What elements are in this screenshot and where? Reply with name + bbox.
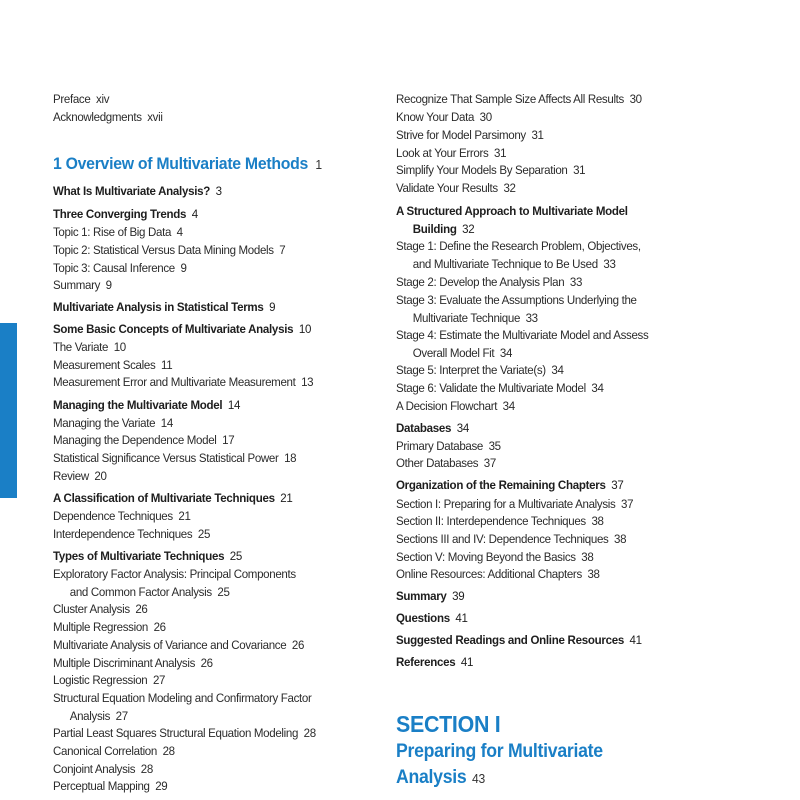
toc-entry-title: Section I: Preparing for a Multivariate Analysis [396, 497, 616, 511]
toc-entry-page: 4 [176, 225, 183, 239]
toc-entry[interactable] [396, 127, 544, 145]
toc-entry[interactable] [53, 397, 240, 415]
toc-entry-title: Measurement Scales [53, 358, 156, 372]
toc-entry-page: 27 [115, 708, 128, 723]
toc-entry[interactable] [53, 655, 213, 673]
toc-entry-continuation [53, 708, 311, 726]
toc-entry-page: xvii [147, 110, 163, 124]
toc-entry-page: 10 [113, 340, 126, 354]
toc-entry-page: 9 [105, 278, 112, 292]
toc-entry-page: 34 [502, 399, 515, 413]
toc-entry[interactable] [396, 162, 585, 180]
toc-entry-title: Acknowledgments [53, 110, 142, 124]
toc-entry-page: 9 [180, 261, 187, 275]
toc-entry-title: Multiple Discriminant Analysis [53, 656, 196, 670]
toc-entry-title: Stage 6: Validate the Multivariate Model [396, 381, 586, 395]
toc-entry-page: 30 [479, 110, 492, 124]
toc-entry-title: A Decision Flowchart [396, 399, 498, 413]
toc-entry-page: 20 [94, 469, 107, 483]
toc-entry[interactable] [53, 566, 296, 601]
toc-entry[interactable] [396, 632, 642, 650]
toc-entry-page: 17 [222, 433, 235, 447]
toc-entry[interactable] [53, 242, 285, 260]
toc-entry-title: Topic 2: Statistical Versus Data Mining Models [53, 243, 274, 257]
toc-entry-page: 13 [301, 375, 314, 389]
toc-entry-title: Canonical Correlation [53, 744, 157, 758]
toc-entry-title: Databases [396, 421, 452, 435]
toc-entry[interactable] [53, 374, 313, 392]
toc-entry-title: Strive for Model Parsimony [396, 128, 526, 142]
chapter-number: 1 [53, 154, 62, 173]
section-edge-tab [0, 323, 17, 498]
section-page: 43 [472, 771, 485, 786]
toc-entry-title: Interdependence Techniques [53, 527, 193, 541]
toc-entry-page: 31 [531, 128, 544, 142]
toc-entry-continuation-text: Multivariate Technique [412, 310, 521, 325]
toc-entry-page: xiv [96, 92, 110, 106]
toc-entry-title: Look at Your Errors [396, 146, 489, 160]
toc-entry[interactable] [53, 690, 311, 725]
toc-entry-title: References [396, 655, 456, 669]
toc-entry-page: 37 [621, 497, 634, 511]
toc-entry[interactable] [53, 672, 165, 690]
toc-entry-preface[interactable] [53, 91, 109, 109]
toc-entry-title: Know Your Data [396, 110, 475, 124]
toc-entry[interactable] [396, 274, 582, 292]
toc-entry[interactable] [396, 109, 492, 127]
toc-entry-acknowledgments[interactable] [53, 109, 163, 127]
toc-entry-title: Perceptual Mapping [53, 779, 150, 793]
toc-entry-title: Section II: Interdependence Techniques [396, 514, 586, 528]
toc-entry-page: 32 [503, 181, 516, 195]
toc-entry-title: Section V: Moving Beyond the Basics [396, 550, 576, 564]
toc-entry-title: A Structured Approach to Multivariate Model [396, 204, 628, 218]
toc-entry[interactable] [53, 339, 126, 357]
toc-entry[interactable] [53, 357, 172, 375]
toc-entry-title: Measurement Error and Multivariate Measurement [53, 375, 296, 389]
toc-entry-title: Stage 1: Define the Research Problem, Objectives, [396, 239, 641, 253]
toc-entry[interactable] [53, 526, 210, 544]
toc-entry-page: 32 [462, 221, 475, 236]
toc-entry-page: 28 [140, 762, 153, 776]
toc-entry-page: 26 [135, 602, 148, 616]
toc-entry[interactable] [53, 619, 166, 637]
toc-entry[interactable] [396, 654, 473, 672]
toc-entry[interactable] [53, 468, 107, 486]
toc-entry[interactable] [53, 761, 153, 779]
toc-entry-page: 35 [488, 439, 501, 453]
toc-entry-page: 9 [269, 300, 276, 314]
toc-entry-continuation-text: and Multivariate Technique to Be Used [412, 256, 598, 271]
toc-entry[interactable] [53, 548, 242, 566]
toc-entry[interactable] [396, 380, 604, 398]
toc-entry-title: Multivariate Analysis of Variance and Covariance [53, 638, 287, 652]
toc-entry-page: 28 [303, 726, 316, 740]
toc-entry-continuation-text: Overall Model Fit [412, 345, 495, 360]
toc-entry[interactable] [396, 455, 496, 473]
toc-entry[interactable] [53, 450, 296, 468]
toc-entry[interactable] [396, 145, 506, 163]
toc-entry-page: 26 [153, 620, 166, 634]
toc-entry-page: 41 [455, 611, 468, 625]
toc-entry-page: 34 [499, 345, 513, 360]
toc-entry-title: Other Databases [396, 456, 479, 470]
toc-entry-title: Exploratory Factor Analysis: Principal Components [53, 567, 296, 581]
toc-entry-continuation [396, 256, 641, 274]
toc-entry-title: Some Basic Concepts of Multivariate Analysis [53, 322, 294, 336]
toc-entry-page: 25 [197, 527, 211, 541]
toc-entry-page: 30 [629, 92, 642, 106]
toc-entry[interactable] [53, 601, 148, 619]
chapter-heading[interactable] [53, 154, 322, 174]
toc-entry[interactable] [53, 299, 275, 317]
toc-entry-continuation-text: Building [412, 221, 457, 236]
toc-entry-page: 26 [200, 656, 213, 670]
toc-entry-title: Simplify Your Models By Separation [396, 163, 568, 177]
toc-entry-title: Types of Multivariate Techniques [53, 549, 225, 563]
toc-entry-title: Cluster Analysis [53, 602, 130, 616]
toc-entry-title: Sections III and IV: Dependence Techniques [396, 532, 609, 546]
toc-entry-page: 26 [291, 638, 305, 652]
chapter-title: Overview of Multivariate Methods [65, 154, 308, 173]
toc-entry[interactable] [396, 91, 642, 109]
toc-entry-title: Questions [396, 611, 450, 625]
toc-entry[interactable] [53, 183, 222, 201]
toc-entry-title: Managing the Multivariate Model [53, 398, 223, 412]
toc-entry-continuation [396, 221, 628, 239]
toc-entry-page: 31 [494, 146, 507, 160]
toc-entry-page: 11 [160, 358, 173, 372]
toc-entry-page: 33 [603, 256, 616, 271]
toc-entry[interactable] [396, 496, 633, 514]
toc-entry-page: 41 [629, 633, 642, 647]
toc-entry-continuation-text: Analysis [69, 708, 111, 723]
toc-entry-title: Three Converging Trends [53, 207, 187, 221]
toc-entry-title: Topic 3: Causal Inference [53, 261, 175, 275]
toc-entry-title: Recognize That Sample Size Affects All Results [396, 92, 624, 106]
toc-entry-page: 27 [152, 673, 166, 687]
toc-entry-page: 29 [155, 779, 168, 793]
toc-entry-page: 21 [280, 491, 293, 505]
toc-entry-title: Topic 1: Rise of Big Data [53, 225, 172, 239]
toc-entry-page: 41 [460, 655, 474, 669]
toc-entry[interactable] [396, 588, 464, 606]
toc-entry-continuation-text: and Common Factor Analysis [69, 584, 212, 599]
toc-entry[interactable] [396, 549, 593, 567]
toc-entry-continuation [53, 584, 296, 602]
toc-entry-page: 37 [611, 478, 624, 492]
toc-entry-title: Primary Database [396, 439, 484, 453]
toc-entry-page: 7 [279, 243, 286, 257]
toc-entry[interactable] [396, 531, 626, 549]
section-title-line1[interactable]: Preparing for Multivariate [396, 741, 603, 762]
toc-entry-page: 33 [525, 310, 538, 325]
toc-entry-page: 39 [452, 589, 465, 603]
toc-entry[interactable] [396, 610, 468, 628]
toc-entry-page: 21 [178, 509, 191, 523]
toc-entry-title: Preface [53, 92, 91, 106]
toc-entry[interactable] [396, 180, 516, 198]
toc-entry[interactable] [396, 513, 604, 531]
toc-entry-page: 38 [614, 532, 627, 546]
toc-entry-page: 10 [298, 322, 312, 336]
toc-entry-page: 34 [456, 421, 469, 435]
toc-entry-page: 38 [581, 550, 594, 564]
toc-entry[interactable] [53, 277, 112, 295]
toc-entry[interactable] [396, 420, 469, 438]
toc-entry-title: Stage 4: Estimate the Multivariate Model and Assess [396, 328, 649, 342]
toc-entry-title: Summary [396, 589, 447, 603]
toc-entry-title: Managing the Dependence Model [53, 433, 217, 447]
toc-entry[interactable] [53, 432, 234, 450]
toc-entry[interactable] [396, 566, 600, 584]
section-title-line2[interactable] [396, 767, 485, 789]
toc-entry[interactable] [396, 438, 501, 456]
toc-entry-page: 33 [569, 275, 583, 289]
toc-entry-title: The Variate [53, 340, 109, 354]
toc-entry[interactable] [53, 508, 191, 526]
toc-entry-page: 3 [215, 184, 222, 198]
chapter-page: 1 [315, 157, 322, 172]
toc-entry-title: Online Resources: Additional Chapters [396, 567, 582, 581]
toc-entry[interactable] [53, 490, 293, 508]
toc-entry-title: Validate Your Results [396, 181, 498, 195]
toc-entry-page: 38 [587, 567, 600, 581]
toc-entry-page: 14 [227, 398, 241, 412]
toc-entry-title: Multiple Regression [53, 620, 149, 634]
toc-entry[interactable] [53, 778, 167, 796]
toc-entry[interactable] [53, 224, 183, 242]
toc-entry-page: 31 [573, 163, 586, 177]
toc-entry-title: Statistical Significance Versus Statistical Power [53, 451, 279, 465]
toc-entry-title: Summary [53, 278, 101, 292]
toc-entry-title: Stage 2: Develop the Analysis Plan [396, 275, 565, 289]
toc-entry-page: 38 [591, 514, 604, 528]
toc-entry-title: Partial Least Squares Structural Equation Modeling [53, 726, 299, 740]
toc-entry[interactable] [396, 362, 564, 380]
toc-entry[interactable] [53, 415, 173, 433]
toc-entry[interactable] [396, 477, 623, 495]
toc-entry-title: Conjoint Analysis [53, 762, 136, 776]
toc-entry[interactable] [53, 321, 311, 339]
toc-entry-title: Stage 3: Evaluate the Assumptions Underlying the [396, 293, 637, 307]
section-label[interactable]: SECTION I [396, 711, 501, 737]
toc-entry-page: 28 [162, 744, 175, 758]
toc-entry-page: 25 [229, 549, 243, 563]
toc-entry-page: 37 [483, 456, 496, 470]
toc-entry[interactable] [53, 260, 187, 278]
toc-entry-title: Organization of the Remaining Chapters [396, 478, 606, 492]
toc-entry[interactable] [396, 238, 641, 273]
toc-entry-title: Logistic Regression [53, 673, 148, 687]
toc-entry-page: 34 [591, 381, 604, 395]
toc-entry[interactable] [396, 398, 515, 416]
toc-entry[interactable] [396, 327, 648, 362]
toc-entry-title: Suggested Readings and Online Resources [396, 633, 624, 647]
toc-entry-continuation [396, 345, 648, 363]
toc-entry-title: Review [53, 469, 89, 483]
toc-entry[interactable] [396, 292, 637, 327]
toc-entry-continuation [396, 310, 637, 328]
toc-entry-page: 18 [284, 451, 297, 465]
toc-entry-page: 4 [191, 207, 198, 221]
toc-entry-page: 14 [160, 416, 173, 430]
toc-entry-title: Managing the Variate [53, 416, 156, 430]
toc-entry-title: What Is Multivariate Analysis? [53, 184, 211, 198]
toc-entry[interactable] [53, 725, 316, 743]
section-title-text: Analysis [396, 767, 467, 788]
toc-entry[interactable] [53, 637, 304, 655]
toc-entry-title: Structural Equation Modeling and Confirmatory Factor [53, 691, 312, 705]
toc-entry[interactable] [53, 206, 198, 224]
toc-entry-title: Dependence Techniques [53, 509, 173, 523]
toc-entry-page: 34 [551, 363, 564, 377]
toc-entry-page: 25 [217, 584, 230, 599]
toc-entry-title: Stage 5: Interpret the Variate(s) [396, 363, 546, 377]
toc-entry-title: Multivariate Analysis in Statistical Terms [53, 300, 264, 314]
toc-entry-title: A Classification of Multivariate Techniques [53, 491, 275, 505]
toc-entry[interactable] [396, 203, 628, 238]
toc-entry[interactable] [53, 743, 175, 761]
